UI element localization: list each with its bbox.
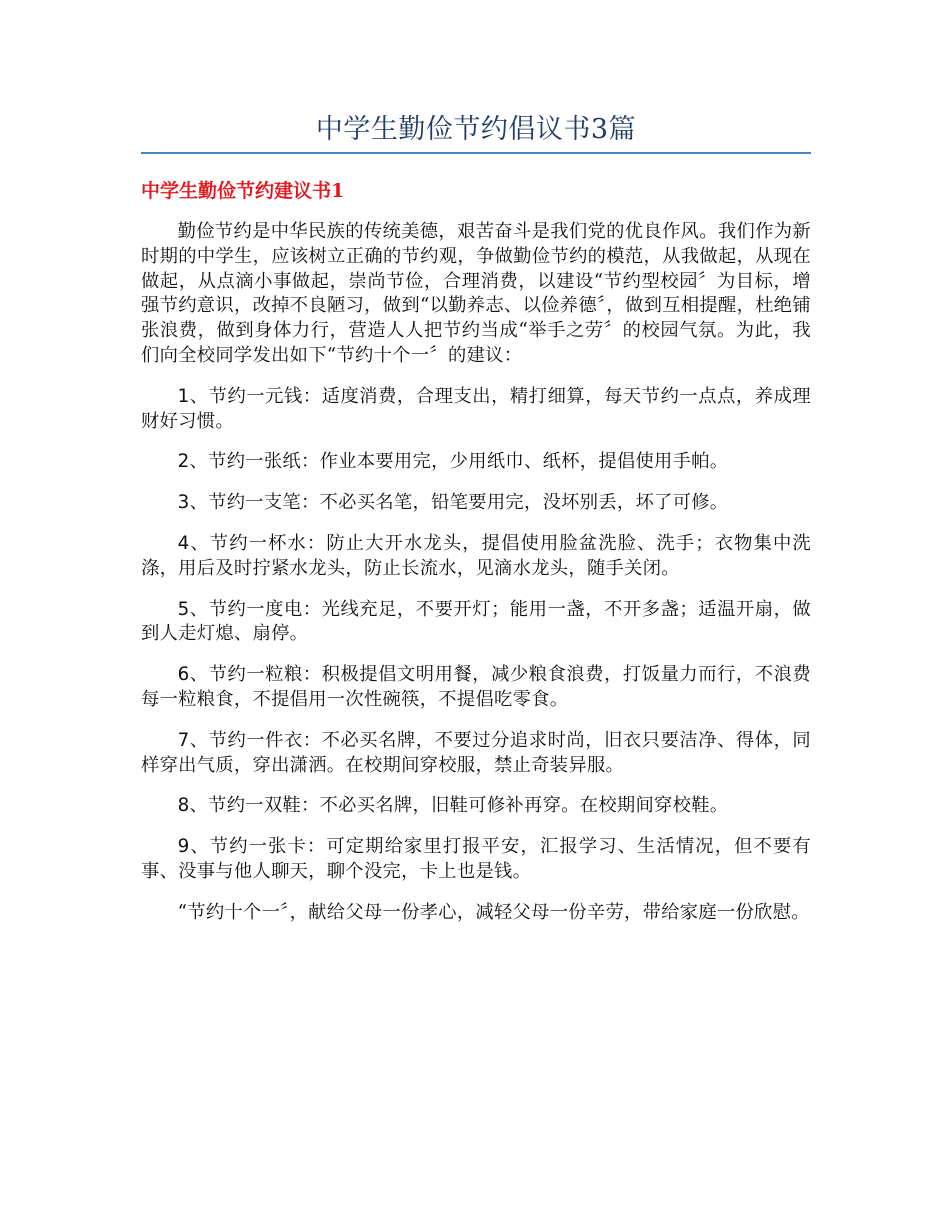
item-text: 、节约一度电：光线充足，不要开灯；能用一盏，不开多盏；适温开扇，做到人走灯熄、扇停。 xyxy=(141,598,811,645)
item-text: 、节约一双鞋：不必买名牌，旧鞋可修补再穿。在校期间穿校鞋。 xyxy=(189,795,729,817)
item-number: 2 xyxy=(177,451,190,473)
item-number: 3 xyxy=(177,492,190,514)
item-text: 、节约一粒粮：积极提倡文明用餐，减少粮食浪费，打饭量力而行，不浪费每一粒粮食，不提倡用一次性碗筷，不提倡吃零食。 xyxy=(141,664,811,710)
list-item xyxy=(141,532,811,582)
item-number: 9 xyxy=(177,836,190,858)
item-number: 6 xyxy=(177,664,190,686)
list-item xyxy=(141,794,811,819)
list-item xyxy=(141,835,811,885)
item-text: 、节约一杯水：防止大开水龙头，提倡使用脸盆洗脸、洗手；衣物集中洗涤，用后及时拧紧水龙头，防止长流水，见滴水龙头，随手关闭。 xyxy=(141,532,811,579)
intro-paragraph: 勤俭节约是中华民族的传统美德，艰苦奋斗是我们党的优良作风。我们作为新时期的中学生，应该树立正确的节约观，争做勤俭节约的模范，从我做起，从现在做起，从点滴小事做起，崇尚节俭，合理消费，以建设“节约型校园〞为目标，增强节约意识，改掉不良陋习，做到“以勤养志、以俭养德〞，做到互相提醒，杜绝铺张浪费，做到身体力行，营造人人把节约当成“举手之劳〞的校园气氛。为此，我们向全校同学发出如下“节约十个一〞的建议： xyxy=(141,221,811,366)
section-heading: 中学生勤俭节约建议书1 xyxy=(141,180,345,202)
document-title: 中学生勤俭节约倡议书3篇 xyxy=(315,114,637,145)
document-body xyxy=(141,220,811,942)
item-text: 、节约一件衣：不必买名牌，不要过分追求时尚，旧衣只要洁净、得体，同样穿出气质，穿出潇洒。在校期间穿校服，禁止奇装异服。 xyxy=(141,729,811,776)
item-number: 7 xyxy=(177,729,190,751)
item-number: 5 xyxy=(177,598,190,620)
title-underline-rule xyxy=(141,152,811,154)
item-number: 4 xyxy=(177,532,190,554)
list-item xyxy=(141,450,811,475)
item-text: 、节约一张纸：作业本要用完，少用纸巾、纸杯，提倡使用手帕。 xyxy=(189,451,729,473)
list-item xyxy=(141,385,811,435)
item-text: 、节约一张卡：可定期给家里打报平安，汇报学习、生活情况，但不要有事、没事与他人聊天，聊个没完，卡上也是钱。 xyxy=(141,836,811,882)
list-item xyxy=(141,491,811,516)
list-item xyxy=(141,663,811,713)
item-number: 1 xyxy=(177,385,190,407)
item-text: 、节约一元钱：适度消费，合理支出，精打细算，每天节约一点点，养成理财好习惯。 xyxy=(141,385,811,432)
closing-paragraph: “节约十个一〞，献给父母一份孝心，减轻父母一份辛劳，带给家庭一份欣慰。 xyxy=(177,901,810,923)
item-text: 、节约一支笔：不必买名笔，铅笔要用完，没坏别丢，坏了可修。 xyxy=(189,492,729,514)
list-item xyxy=(141,729,811,779)
item-number: 8 xyxy=(177,795,190,817)
list-item xyxy=(141,598,811,648)
